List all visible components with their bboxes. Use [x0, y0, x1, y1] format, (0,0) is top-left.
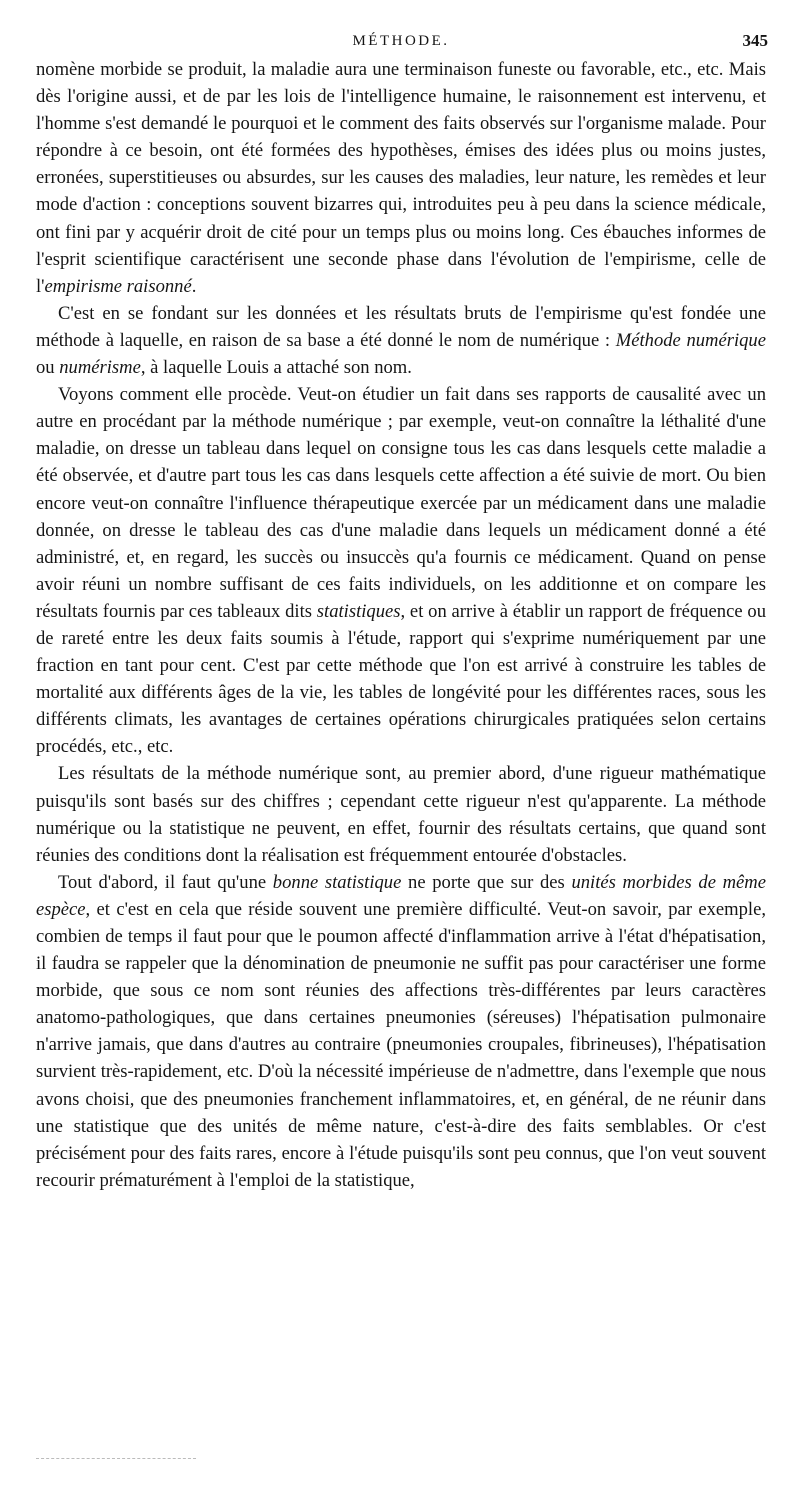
paragraph: [36, 760, 766, 868]
page-number: 345: [742, 31, 768, 50]
text-run: Les résultats de la méthode numérique sont, au premier abord, d'une rigueur mathématique puisqu'ils sont basés sur des chiffres ; cependant cette rigueur n'est qu'apparente. La méthode numérique ou la statistique ne peuvent, en effet, fournir des résultats certains, que quand sont réunies des conditions dont la réalisation est fréquemment entourée d'obstacles.: [36, 763, 766, 866]
italic-text: Méthode numérique: [615, 329, 766, 351]
paragraph: [36, 300, 766, 381]
italic-text: unités morbides de même espèce: [36, 871, 766, 920]
text-run: Voyons comment elle procède. Veut-on étudier un fait dans ses rapports de causalité avec un autre en procédant par la méthode numérique ; par exemple, veut-on connaître la léthalité d'une maladie, on dresse un tableau dans lequel on consigne tous les cas dans lesquels cette maladie a été observée, et d'autre part tous les cas dans lesquels cette affection a été suivie de mort. Ou bien encore veut-on connaître l'influence thérapeutique exercée par un médicament dans une maladie donnée, on dresse le tableau des cas d'une maladie dans lequels un médicament donné a été administré, et, en regard, les succès ou insuccès qu'a fournis ce médicament. Quand on pense avoir réuni un nombre suffisant de ces faits individuels, on les additionne et on compare les résultats fournis par ces tableaux dits: [36, 384, 766, 622]
italic-text: empirisme raisonné: [44, 275, 192, 297]
text-run: C'est en se fondant sur les données et les résultats bruts de l'empirisme qu'est fondée une méthode à laquelle, en raison de sa base a été donné le nom de numérique :: [36, 302, 766, 351]
paragraph: [36, 869, 766, 1194]
running-head: [36, 0, 766, 56]
text-run: , et c'est en cela que réside souvent une première difficulté. Veut-on savoir, par exemple, combien de temps il faut pour que le poumon affecté d'inflammation arrive à l'état d'hépatisation, il faudra se rappeler que la dénomination de pneumonie ne suffit pas pour caractériser une forme morbide, que sous ce nom sont réunies des affections très-différentes par leurs caractères anatomo-pathologiques, que dans certaines pneumonies (séreuses) l'hépatisation pulmonaire n'arrive jamais, que dans d'autres au contraire (pneumonies croupales, fibrineuses), l'hépatisation survient très-rapidement, etc. D'où la nécessité impérieuse de n'admettre, dans l'exemple que nous avons choisi, que des pneumonies franchement inflammatoires, et, en général, de ne réunir dans une statistique que des unités de même nature, c'est-à-dire des faits semblables. Or c'est précisément pour des faits rares, encore à l'étude puisqu'ils sont peu connus, que l'on veut souvent recourir prématurément à l'emploi de la statistique,: [36, 898, 766, 1191]
running-title: MÉTHODE.: [352, 33, 450, 49]
text-run: nomène morbide se produit, la maladie aura une terminaison funeste ou favorable, etc., etc. Mais dès l'origine aussi, et de par les lois de l'intelligence humaine, le raisonnement est intervenu, et l'homme s'est demandé le pourquoi et le comment des faits observés sur l'organisme malade. Pour répondre à ce besoin, ont été formées des hypothèses, émises des idées plus ou moins justes, erronées, superstitieuses ou absurdes, sur les causes des maladies, leur nature, les remèdes et leur mode d'action : conceptions souvent bizarres qui, introduites peu à peu dans la science médicale, ont fini par y acquérir droit de cité pour un temps plus ou moins long. Ces ébauches informes de l'esprit scientifique caractérisent une seconde phase dans l'évolution de l'empirisme, celle de l': [36, 59, 766, 297]
text-run: ne porte que sur des: [401, 871, 572, 893]
book-page: [36, 0, 766, 1494]
paragraph: [36, 56, 766, 300]
body-text: [36, 56, 766, 1194]
text-run: Tout d'abord, il faut qu'une: [58, 871, 273, 893]
text-run: , et on arrive à établir un rapport de fréquence ou de rareté entre les deux faits soumis à l'étude, rapport qui s'exprime numériquement par une fraction en tant pour cent. C'est par cette méthode que l'on est arrivé à construire les tables de mortalité aux différents âges de la vie, les tables de longévité pour les différentes races, sous les différents climats, les avantages de certaines opérations chirurgicales pratiquées selon certains procédés, etc., etc.: [36, 600, 766, 758]
italic-text: statistiques: [316, 600, 401, 622]
bottom-rule: [36, 1458, 196, 1459]
text-run: .: [191, 275, 197, 297]
paragraph: [36, 381, 766, 760]
text-run: , à laquelle Louis a attaché son nom.: [140, 357, 412, 379]
italic-text: bonne statistique: [272, 871, 402, 893]
text-run: ou: [36, 357, 60, 379]
italic-text: numérisme: [59, 357, 141, 379]
